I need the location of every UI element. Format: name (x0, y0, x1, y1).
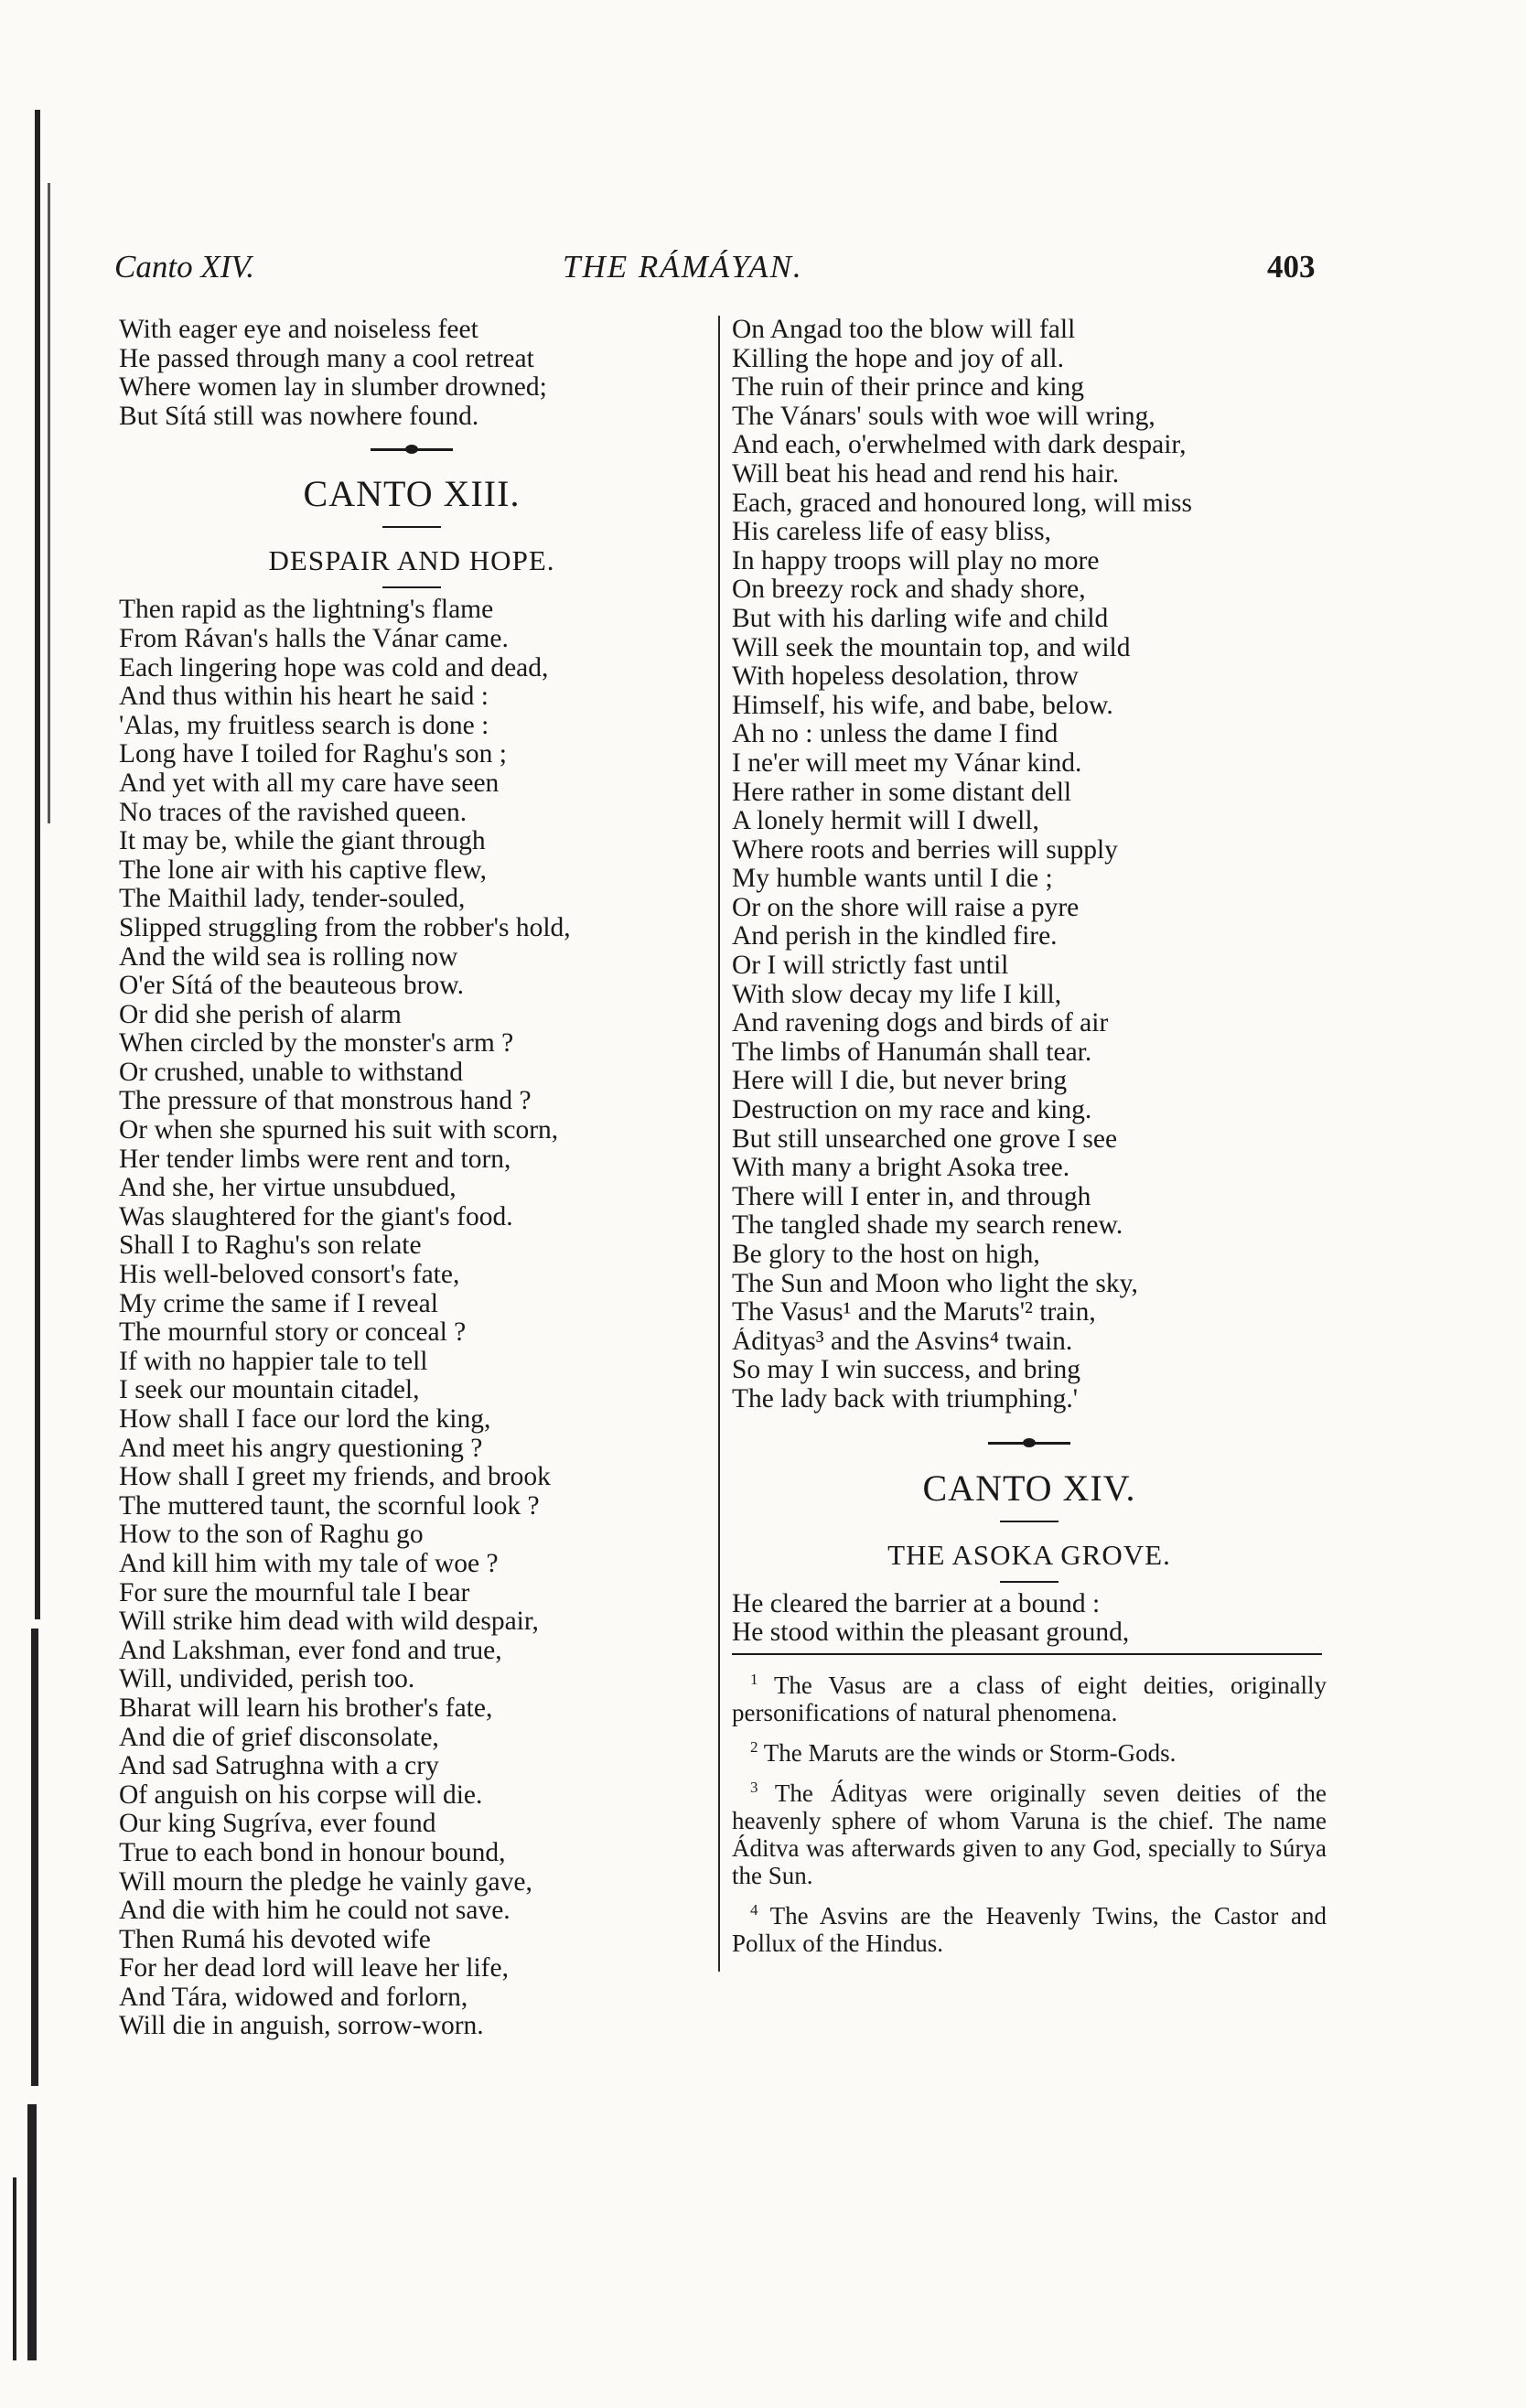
verse-line: Her tender limbs were rent and torn, (119, 1145, 511, 1174)
verse-line: It may be, while the giant through (119, 827, 486, 856)
verse-line: Where roots and berries will supply (732, 835, 1118, 865)
page-number: 403 (1267, 249, 1316, 285)
canto-verse-continued (732, 316, 1327, 1414)
verse-line: O'er Sítá of the beauteous brow. (119, 972, 464, 1001)
verse-line: Each, graced and honoured long, will miss (732, 489, 1193, 518)
column-divider (718, 316, 720, 1972)
verse-line: For her dead lord will leave her life, (119, 1954, 509, 1983)
verse-line: Ah no : unless the dame I find (732, 720, 1059, 749)
footnote-mark: 1 (750, 1670, 758, 1688)
footnote-mark: 2 (750, 1737, 758, 1756)
verse-line: How shall I face our lord the king, (119, 1405, 491, 1434)
verse-line: With many a bright Asoka tree. (732, 1154, 1070, 1183)
footnote (732, 1734, 1327, 1767)
verse-line: Himself, his wife, and babe, below. (732, 691, 1113, 720)
canto-title: CANTO XIV. (922, 1467, 1136, 1509)
verse-line: So may I win success, and bring (732, 1356, 1080, 1385)
verse-line: The mournful story or conceal ? (119, 1318, 467, 1348)
section-ornament (119, 431, 704, 468)
verse-line: Will die in anguish, sorrow-worn. (119, 2012, 484, 2041)
verse-line: No traces of the ravished queen. (119, 798, 467, 827)
verse-line: The Vasus¹ and the Maruts'² train, (732, 1298, 1096, 1328)
verse-line: The Sun and Moon who light the sky, (732, 1269, 1138, 1298)
verse-line: And Tára, widowed and forlorn, (119, 1983, 468, 2012)
verse-line: But with his darling wife and child (732, 604, 1109, 633)
footnote (732, 1897, 1327, 1957)
verse-line: Will mourn the pledge he vainly gave, (119, 1867, 532, 1897)
verse-line: The Maithil lady, tender-souled, (119, 885, 466, 914)
verse-line: With hopeless desolation, throw (732, 662, 1079, 692)
verse-line: Or crushed, unable to withstand (119, 1058, 464, 1087)
verse-line: Destruction on my race and king. (732, 1096, 1092, 1125)
verse-line: If with no happier tale to tell (119, 1347, 428, 1376)
verse-line: My crime the same if I reveal (119, 1289, 438, 1318)
verse-line: When circled by the monster's arm ? (119, 1029, 514, 1059)
verse-line: 'Alas, my fruitless search is done : (119, 711, 489, 740)
verse-line: Where women lay in slumber drowned; (119, 373, 547, 403)
verse-line: And sad Satrughna with a cry (119, 1752, 439, 1781)
canto-opening-lines (732, 1590, 1327, 1648)
verse-line: The lone air with his captive flew, (119, 855, 487, 885)
verse-line: The ruin of their prince and king (732, 373, 1085, 403)
verse-line: Long have I toiled for Raghu's son ; (119, 740, 507, 769)
subtitle-rule (382, 586, 441, 588)
verse-line: And the wild sea is rolling now (119, 942, 458, 972)
verse-line: Killing the hope and joy of all. (732, 344, 1064, 373)
verse-line: And she, her virtue unsubdued, (119, 1174, 457, 1203)
verse-line: He passed through many a cool retreat (119, 344, 534, 373)
canto-title: CANTO XIII. (303, 473, 521, 515)
footnote-text: The Asvins are the Heavenly Twins, the Castor and Pollux of the Hindus. (732, 1901, 1327, 1957)
verse-line: From Rávan's halls the Vánar came. (119, 624, 509, 653)
verse-line: Our king Sugríva, ever found (119, 1810, 436, 1839)
verse-line: With eager eye and noiseless feet (119, 316, 478, 344)
verse-line: Then Rumá his devoted wife (119, 1925, 431, 1954)
verse-line: In happy troops will play no more (732, 546, 1100, 575)
title-rule (382, 526, 441, 528)
section-ornament (732, 1425, 1327, 1462)
verse-line: Here will I die, but never bring (732, 1067, 1068, 1096)
verse-line: The Vánars' souls with woe will wring, (732, 402, 1155, 431)
footnote-text: The Maruts are the winds or Storm-Gods. (758, 1738, 1177, 1767)
footnote-mark: 4 (750, 1900, 758, 1919)
scan-binding-edge (0, 0, 64, 2408)
running-head (0, 249, 1526, 295)
footnote-text: The Vasus are a class of eight deities, originally personifications of natural phenomena. (732, 1671, 1327, 1726)
running-head-left: Canto XIV. (114, 249, 254, 285)
verse-line: And die of grief disconsolate, (119, 1723, 439, 1752)
canto-subtitle: DESPAIR AND HOPE. (268, 544, 555, 577)
footnotes (732, 1666, 1327, 1957)
verse-line: He cleared the barrier at a bound : (732, 1589, 1101, 1618)
verse-line: For sure the mournful tale I bear (119, 1578, 470, 1607)
verse-line: I ne'er will meet my Vánar kind. (732, 748, 1082, 778)
verse-line: On breezy rock and shady shore, (732, 575, 1086, 605)
verse-line: Of anguish on his corpse will die. (119, 1780, 483, 1810)
footnote-mark: 3 (750, 1778, 758, 1796)
verse-line: Bharat will learn his brother's fate, (119, 1693, 493, 1723)
verse-line: Each lingering hope was cold and dead, (119, 653, 549, 683)
verse-line: Ádityas³ and the Asvins⁴ twain. (732, 1327, 1073, 1356)
footnote-rule (732, 1653, 1322, 1655)
subtitle-rule (1000, 1581, 1059, 1583)
verse-line: Or when she spurned his suit with scorn, (119, 1116, 559, 1145)
verse-line: And yet with all my care have seen (119, 769, 500, 798)
verse-line: My humble wants until I die ; (732, 865, 1053, 894)
verse-line: The tangled shade my search renew. (732, 1211, 1123, 1241)
verse-line: Be glory to the host on high, (732, 1241, 1040, 1269)
verse-line: Here rather in some distant dell (732, 778, 1072, 807)
title-rule (1000, 1521, 1059, 1522)
verse-line: Or on the shore will raise a pyre (732, 893, 1080, 922)
footnote (732, 1774, 1327, 1889)
footnote (732, 1666, 1327, 1726)
verse-line: His well-beloved consort's fate, (119, 1261, 460, 1290)
verse-line: And thus within his heart he said : (119, 683, 489, 712)
verse-line: And ravening dogs and birds of air (732, 1009, 1109, 1038)
verse-line: Was slaughtered for the giant's food. (119, 1202, 513, 1231)
verse-line: And each, o'erwhelmed with dark despair, (732, 431, 1187, 460)
verse-line: And Lakshman, ever fond and true, (119, 1636, 502, 1665)
verse-line: The muttered taunt, the scornful look ? (119, 1491, 540, 1521)
verse-line: How shall I greet my friends, and brook (119, 1463, 551, 1492)
verse-line: His careless life of easy bliss, (732, 518, 1051, 547)
verse-line: Will seek the mountain top, and wild (732, 633, 1131, 662)
verse-line: And die with him he could not save. (119, 1897, 510, 1926)
canto-verse (119, 596, 704, 2041)
running-head-title: THE RÁMÁYAN. (563, 249, 803, 285)
verse-line: Will, undivided, perish too. (119, 1665, 415, 1694)
verse-line: With slow decay my life I kill, (732, 980, 1062, 1009)
verse-line: Or I will strictly fast until (732, 951, 1009, 981)
verse-line: But still unsearched one grove I see (732, 1124, 1118, 1154)
verse-line: Slipped struggling from the robber's hold, (119, 913, 571, 942)
verse-line: How to the son of Raghu go (119, 1521, 424, 1550)
verse-line: He stood within the pleasant ground, (732, 1618, 1130, 1648)
verse-line: A lonely hermit will I dwell, (732, 807, 1039, 836)
verse-line: And meet his angry questioning ? (119, 1434, 483, 1463)
verse-line: Will strike him dead with wild despair, (119, 1607, 539, 1637)
left-column (119, 316, 704, 2041)
verse-line: On Angad too the blow will fall (732, 316, 1076, 344)
verse-line: Shall I to Raghu's son relate (119, 1231, 422, 1261)
verse-line: True to each bond in honour bound, (119, 1838, 506, 1867)
right-column (732, 316, 1327, 1964)
verse-line: And kill him with my tale of woe ? (119, 1549, 499, 1578)
verse-line: Then rapid as the lightning's flame (119, 596, 494, 625)
footnote-text: The Ádityas were originally seven deities of the heavenly sphere of whom Varuna is the chief. The name Áditva was afterwards given to any God, specially to Súrya the Sun. (732, 1779, 1327, 1889)
verse-line: Or did she perish of alarm (119, 1000, 402, 1029)
verse-line: The pressure of that monstrous hand ? (119, 1087, 532, 1116)
canto-xii-closing-lines (119, 316, 704, 431)
verse-line: Will beat his head and rend his hair. (732, 459, 1120, 489)
canto-subtitle: THE ASOKA GROVE. (887, 1538, 1171, 1571)
verse-line: The limbs of Hanumán shall tear. (732, 1037, 1092, 1067)
verse-line: There will I enter in, and through (732, 1182, 1091, 1211)
verse-line: The lady back with triumphing.' (732, 1384, 1079, 1414)
verse-line: I seek our mountain citadel, (119, 1376, 420, 1405)
verse-line: And perish in the kindled fire. (732, 922, 1058, 951)
verse-line: But Sítá still was nowhere found. (119, 402, 479, 431)
